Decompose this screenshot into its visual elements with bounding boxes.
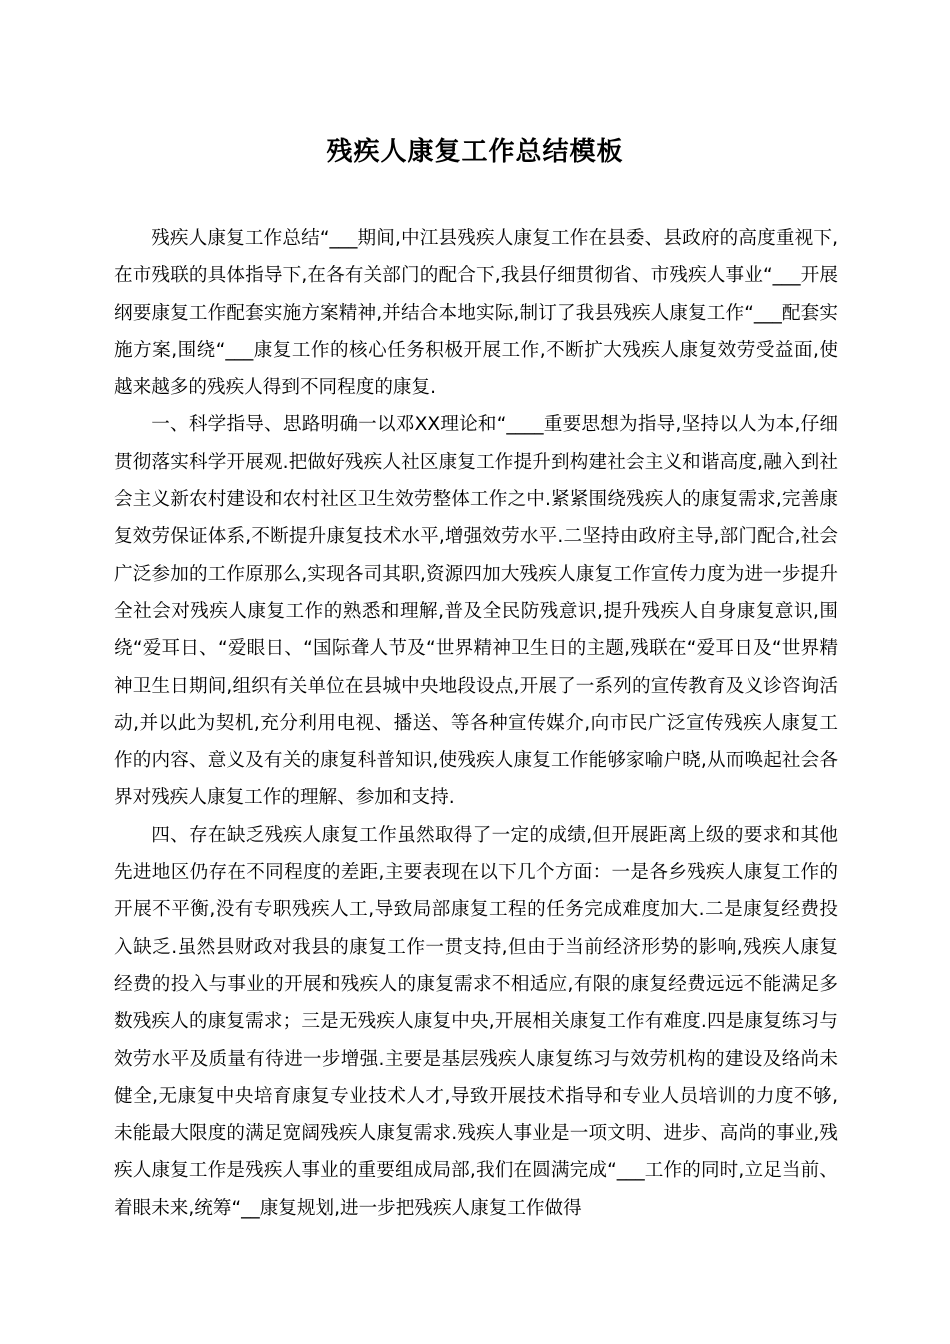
document-title: 残疾人康复工作总结模板 [326,137,624,167]
document-body [114,220,838,1227]
paragraph-section-4: 四、存在缺乏残疾人康复工作虽然取得了一定的成绩,但开展距离上级的要求和其他先进地区仍存在不同程度的差距,主要表现在以下几个方面：一是各乡残疾人康复工作的开展不平衡,没有专职残疾人工,导致局部康复工程的任务完成难度加大.二是康复经费投入缺乏.虽然县财政对我县的康复工作一贯支持,但由于当前经济形势的影响,残疾人康复经费的投入与事业的开展和残疾人的康复需求不相适应,有限的康复经费远远不能满足多数残疾人的康复需求；三是无残疾人康复中央,开展相关康复工作有难度.四是康复练习与效劳水平及质量有待进一步增强.主要是基层残疾人康复练习与效劳机构的建设及络尚未健全,无康复中央培育康复专业技术人才,导致开展技术指导和专业人员培训的力度不够,未能最大限度的满足宽阔残疾人康复需求.残疾人事业是一项文明、进步、高尚的事业,残疾人康复工作是残疾人事业的重要组成局部,我们在圆满完成“___工作的同时,立足当前、着眼未来,统筹“__康复规划,进一步把残疾人康复工作做得 [114,824,838,1219]
paragraph-intro: 残疾人康复工作总结“___期间,中江县残疾人康复工作在县委、县政府的高度重视下,在市残联的具体指导下,在各有关部门的配合下,我县仔细贯彻省、市残疾人事业“___开展纲要康复工作配套实施方案精神,并结合本地实际,制订了我县残疾人康复工作“___配套实施方案,围绕“___康复工作的核心任务积极开展工作,不断扩大残疾人康复效劳受益面,使越来越多的残疾人得到不同程度的康复. [114,228,838,399]
paragraph-section-1: 一、科学指导、思路明确一以邓XX理论和“____重要思想为指导,坚持以人为本,仔细贯彻落实科学开展观.把做好残疾人社区康复工作提升到构建社会主义和谐高度,融入到社会主义新农村建设和农村社区卫生效劳整体工作之中.紧紧围绕残疾人的康复需求,完善康复效劳保证体系,不断提升康复技术水平,增强效劳水平.二坚持由政府主导,部门配合,社会广泛参加的工作原那么,实现各司其职,资源四加大残疾人康复工作宣传力度为进一步提升全社会对残疾人康复工作的熟悉和理解,普及全民防残意识,提升残疾人自身康复意识,围绕“爱耳日、“爱眼日、“国际聋人节及“世界精神卫生日的主题,残联在“爱耳日及“世界精神卫生日期间,组织有关单位在县城中央地段设点,开展了一系列的宣传教育及义诊咨询活动,并以此为契机,充分利用电视、播送、等各种宣传媒介,向市民广泛宣传残疾人康复工作的内容、意义及有关的康复科普知识,使残疾人康复工作能够家喻户晓,从而唤起社会各界对残疾人康复工作的理解、参加和支持. [114,414,838,809]
